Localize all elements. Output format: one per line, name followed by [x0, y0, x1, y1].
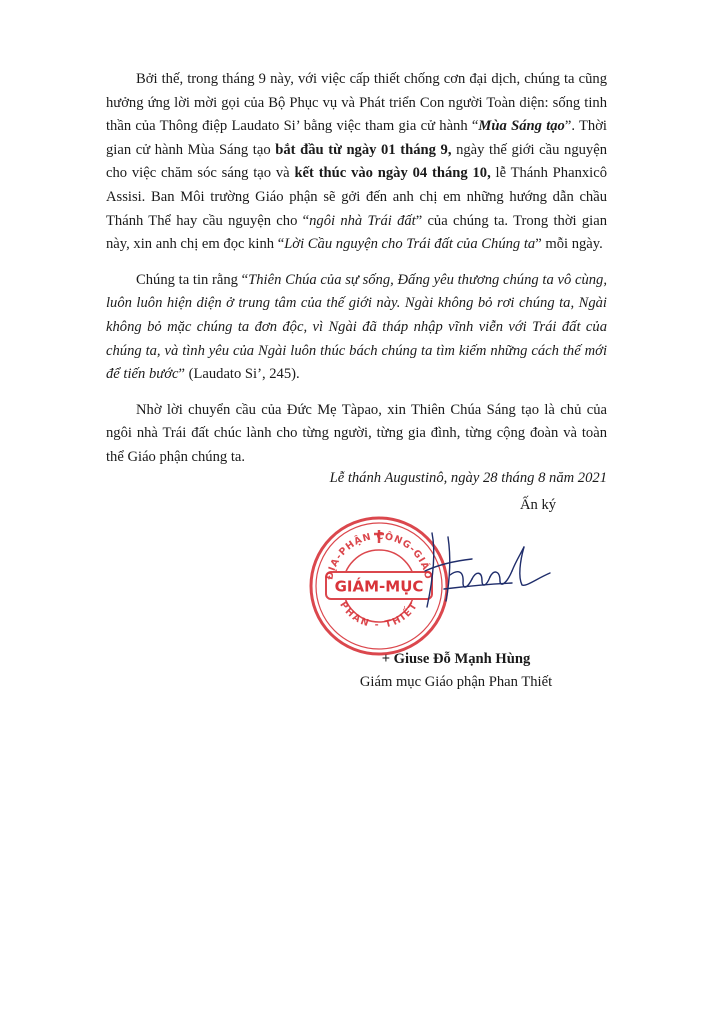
emphasis-end-date: kết thúc vào ngày 04 tháng 10, — [294, 165, 491, 182]
svg-text:GIÁM-MỤC: GIÁM-MỤC — [334, 577, 424, 596]
paragraph-laudato-si-quote — [106, 269, 607, 387]
handwritten-signature — [420, 527, 560, 617]
svg-text:PHAN - THIẾT: PHAN - THIẾT — [337, 599, 421, 631]
text-run: Bởi thế, trong tháng 9 này, với việc cấp thiết chống cơn đại dịch, chúng ta cũng hưởng ứng lời mời gọi của Bộ Phục vụ và Phát triển Con người Toàn diện: sống tinh thần của Thông điệp Laudato Si’ bằng việc tham gia cử hành “ — [106, 71, 607, 135]
text-run: Nhờ lời chuyển cầu của Đức Mẹ Tàpao, xin Thiên Chúa Sáng tạo là chủ của ngôi nhà Trái đất chúc lành cho từng người, từng gia đình, từng cộng đoàn và toàn thể Giáo phận chúng ta. — [106, 401, 607, 465]
text-run: ”. Thời gian cử hành Mùa Sáng tạo — [106, 118, 607, 158]
italic-common-home: ngôi nhà Trái đất — [309, 212, 416, 229]
paragraph-creation-season — [106, 68, 607, 257]
paragraph-blessing — [106, 399, 607, 470]
text-run: ” (Laudato Si’, 245). — [178, 366, 300, 383]
italic-quotation: Thiên Chúa của sự sống, Đấng yêu thương chúng ta vô cùng, luôn luôn hiện diện ở trung tâm của thế giới này. Ngài không bỏ rơi chúng ta, Ngài không bỏ mặc chúng ta đơn độc, vì Ngài đã tháp nhập vĩnh viễn với Trái đất của chúng ta, và tình yêu của Ngài luôn thúc bách chúng ta tìm kiếm những cách thế mới để tiến bước — [106, 271, 607, 383]
text-run: ” mỗi ngày. — [535, 236, 603, 253]
date-line: Lễ thánh Augustinô, ngày 28 tháng 8 năm 2021 — [329, 470, 607, 486]
svg-text:ĐỊA-PHẬN CÔNG-GIÁO: ĐỊA-PHẬN CÔNG-GIÁO — [324, 530, 434, 581]
signer-name: + Giuse Đỗ Mạnh Hùng — [381, 651, 531, 667]
signed-label: Ấn ký — [520, 497, 557, 513]
text-run: ngày thế giới cầu nguyện cho việc chăm sóc sáng tạo và — [106, 141, 607, 182]
signer-title: Giám mục Giáo phận Phan Thiết — [359, 674, 553, 690]
emphasis-season-of-creation: Mùa Sáng tạo — [478, 118, 565, 135]
text-run: lễ Thánh Phanxicô Assisi. Ban Môi trường Giáo phận sẽ gởi đến anh chị em những hướng dẫn chầu Thánh Thể hay cầu nguyện cho “ — [106, 165, 607, 229]
text-run: ” của chúng ta. Trong thời gian này, xin anh chị em đọc kinh “ — [106, 212, 607, 253]
text-run: Chúng ta tin rằng “ — [136, 271, 249, 288]
emphasis-start-date: bắt đầu từ ngày 01 tháng 9, — [275, 141, 452, 158]
italic-prayer-title: Lời Cầu nguyện cho Trái đất của Chúng ta — [284, 236, 536, 253]
letter-body — [106, 68, 607, 470]
